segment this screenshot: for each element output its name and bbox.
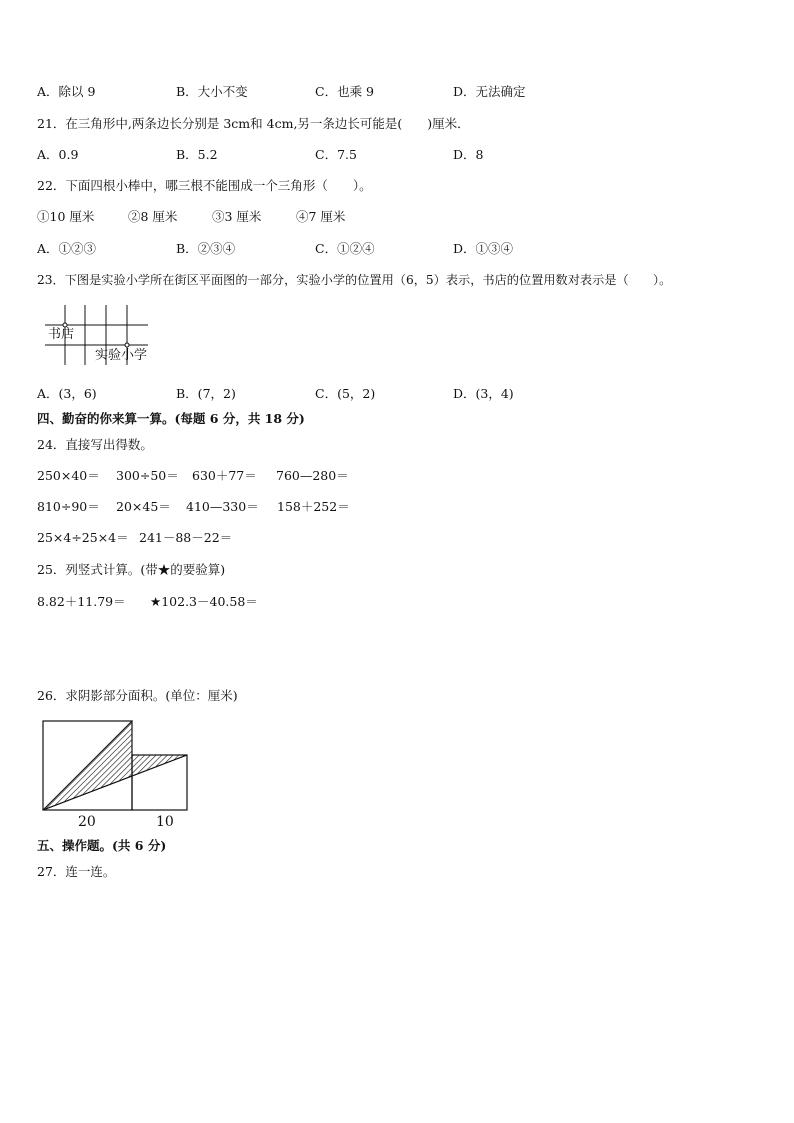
q24-r3-c1: 25×4÷25×4＝ [37,530,129,545]
q24-r2-c1: 810÷90＝ [37,499,100,514]
street-grid-map [40,303,170,373]
q24-r2-c3: 410—330＝ [186,499,259,514]
q22-option-a: A．①②③ [37,241,97,256]
q24-stem: 24．直接写出得数。 [37,437,153,452]
bookstore-label: 书店 [48,327,75,342]
label-10: 10 [156,814,174,830]
shaded-region [43,721,187,810]
q24-r1-c2: 300÷50＝ [116,468,179,483]
q20-option-c: C．也乘 9 [315,84,374,99]
q26-stem: 26．求阴影部分面积。(单位：厘米) [37,688,238,703]
q25-item-1: 8.82＋11.79＝ [37,594,126,609]
q23-stem: 23．下图是实验小学所在街区平面图的一部分，实验小学的位置用（6，5）表示，书店的位置用数对表示是（ ）。 [37,273,672,287]
q23-option-b: B．(7，2) [176,386,236,401]
q24-r3-c2: 241－88－22＝ [139,530,233,545]
q21-option-c: C．7.5 [315,147,357,162]
q22-stem: 22．下面四根小棒中，哪三根不能围成一个三角形（ ）。 [37,178,372,193]
q20-option-d: D．无法确定 [453,84,526,99]
q21-option-a: A．0.9 [37,147,79,162]
q22-stick-4: ④7 厘米 [296,209,346,224]
q22-stick-1: ①10 厘米 [37,209,95,224]
q21-option-d: D．8 [453,147,484,162]
label-20: 20 [78,814,96,830]
q25-item-2: ★102.3－40.58＝ [150,594,258,609]
q22-option-c: C．①②④ [315,241,375,256]
q21-stem: 21．在三角形中,两条边长分别是 3cm和 4cm,另一条边长可能是( )厘米． [37,116,470,131]
q24-r1-c1: 250×40＝ [37,468,100,483]
q23-option-a: A．(3，6) [37,386,97,401]
q21-option-b: B．5.2 [176,147,218,162]
shaded-area-figure [40,718,200,830]
section-4-title: 四、勤奋的你来算一算。(每题 6 分，共 18 分) [37,411,305,426]
q23-option-d: D．(3，4) [453,386,514,401]
q24-r2-c2: 20×45＝ [116,499,171,514]
q24-r1-c3: 630＋77＝ [192,468,257,483]
q23-option-c: C．(5，2) [315,386,376,401]
q25-stem: 25．列竖式计算。(带★的要验算) [37,562,226,577]
section-5-title: 五、操作题。(共 6 分) [37,838,167,853]
q24-r1-c4: 760—280＝ [276,468,349,483]
q22-stick-3: ③3 厘米 [212,209,262,224]
q20-option-a: A．除以 9 [37,84,96,99]
q27-stem: 27．连一连。 [37,864,116,879]
q22-option-b: B．②③④ [176,241,236,256]
q20-option-b: B．大小不变 [176,84,248,99]
q22-option-d: D．①③④ [453,241,514,256]
school-point [125,343,129,347]
q22-stick-2: ②8 厘米 [128,209,178,224]
q24-r2-c4: 158＋252＝ [277,499,350,514]
school-label: 实验小学 [95,348,148,363]
